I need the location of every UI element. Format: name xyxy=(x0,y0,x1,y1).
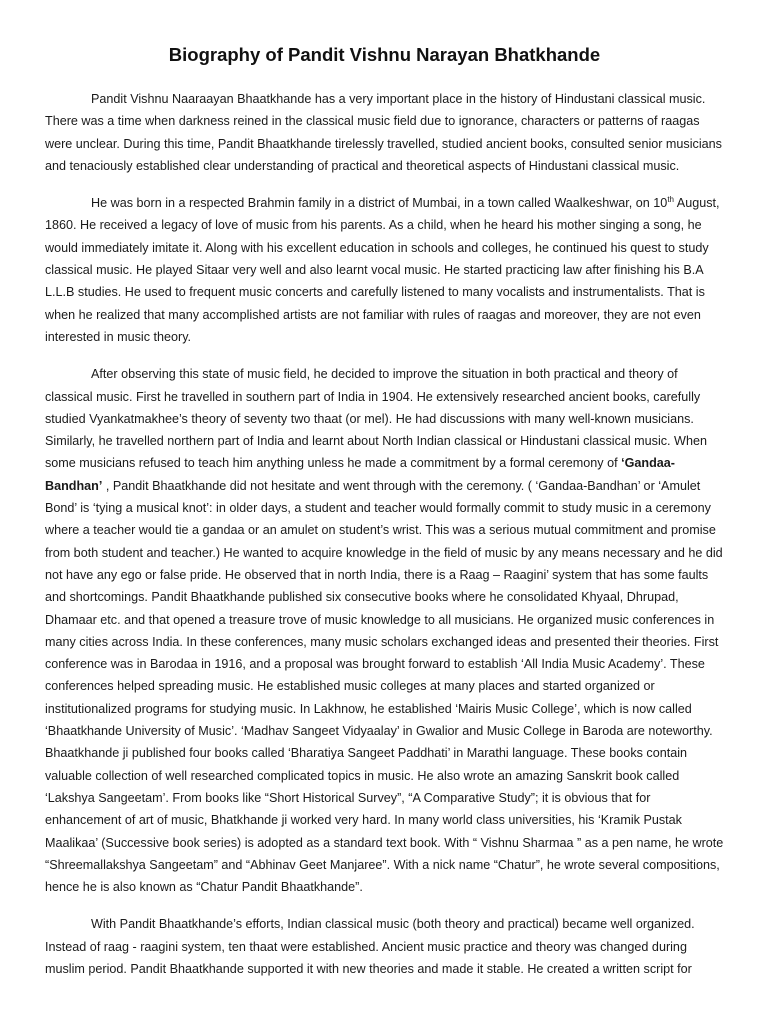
paragraph-3-text-b: , Pandit Bhaatkhande did not hesitate and went through with the ceremony. ( ‘Gandaa-Bandhan’ or ‘Amulet Bond’ is ‘tying a musical knot’: in older days, a student and teacher would formally commit to study music in a ceremony where a teacher would tie a gandaa or an amulet on student’s wrist. This was a serious mutual commitment and promise from both student and teacher.) He wanted to acquire knowledge in the field of music by any means necessary and he did not have any ego or false pride. He observed that in north India, there is a Raag – Raagini’ system that has some faults and shortcomings. Pandit Bhaatkhande published six consecutive books where he consolidated Khyaal, Dhrupad, Dhamaar etc. and that opened a treasure trove of music knowledge to all musicians. He organized music conferences in many cities across India. In these conferences, many music scholars exchanged ideas and presented their theories. First conference was in Barodaa in 1916, and a proposal was brought forward to establish ‘All India Music Academy’. These conferences helped spreading music. He established music colleges at many places and started organized or institutionalized programs for studying music. In Lakhnow, he established ‘Mairis Music College’, which is now called ‘Bhaatkhande University of Music’. ‘Madhav Sangeet Vidyaalay’ in Gwalior and Music College in Baroda are noteworthy. Bhaatkhande ji published four books called ‘Bharatiya Sangeet Paddhati’ in Marathi language. These books contain valuable collection of well researched complicated topics in music. He also wrote an amazing Sanskrit book called ‘Lakshya Sangeetam’. From books like “Short Historical Survey”, “A Comparative Study”; it is obvious that for enhancement of art of music, Bhatkhande ji worked very hard. In many world class universities, his ‘Kramik Pustak Maalikaa’ (Successive book series) is adopted as a standard text book. With “ Vishnu Sharmaa ” as a pen name, he wrote “Shreemallakshya Sangeetam” and “Abhinav Geet Manjaree”. With a nick name “Chatur”, he wrote several compositions, hence he is also known as “Chatur Pandit Bhaatkhande”. xyxy=(45,478,724,895)
paragraph-3-text-a: After observing this state of music field, he decided to improve the situation in both practical and theory of classical music. First he travelled in southern part of India in 1904. He extensively researched ancient books, carefully studied Vyankatmakhee’s theory of seventy two thaat (or mel). He had discussions with many well-known musicians. Similarly, he travelled northern part of India and learnt about North Indian classical or Hindustani classical music. When some musicians refused to teach him anything unless he made a commitment by a formal ceremony of xyxy=(45,367,707,471)
ordinal-suffix: th xyxy=(667,195,674,205)
gandaa-bandhan-term: ‘Gandaa-Bandhan’ xyxy=(45,456,675,493)
paragraph-1: Pandit Vishnu Naaraayan Bhaatkhande has a very important place in the history of Hindustani classical music. There was a time when darkness reined in the classical music field due to ignorance, characters or patterns of raagas were unclear. During this time, Pandit Bhaatkhande tirelessly travelled, studied ancient books, consulted senior musicians and tenaciously established clear understanding of practical and theoretical aspects of Hindustani classical music. xyxy=(45,92,722,173)
paragraph-2-text-b: August, 1860. He received a legacy of love of music from his parents. As a child, when he heard his mother singing a song, he would immediately imitate it. Along with his excellent education in schools and colleges, he continued his quest to study classical music. He played Sitaar very well and also learnt vocal music. He started practicing law after finishing his B.A L.L.B studies. He used to frequent music concerts and carefully listened to many vocalists and instrumentalists. That is when he realized that many accomplished artists are not familiar with rules of raagas and moreover, they are not even interested in music theory. xyxy=(45,196,720,344)
paragraph-2-text-a: He was born in a respected Brahmin family in a district of Mumbai, in a town called Waalkeshwar, on 10 xyxy=(91,196,668,211)
paragraph-4: With Pandit Bhaatkhande’s efforts, Indian classical music (both theory and practical) became well organized. Instead of raag - raagini system, ten thaat were established. Ancient music practice and theory was changed during muslim period. Pandit Bhaatkhande supported it with new theories and made it stable. He created a written script for xyxy=(45,917,695,976)
paragraph-3 xyxy=(45,363,724,898)
document-title: Biography of Pandit Vishnu Narayan Bhatkhande xyxy=(168,44,601,65)
paragraph-2 xyxy=(45,192,724,348)
